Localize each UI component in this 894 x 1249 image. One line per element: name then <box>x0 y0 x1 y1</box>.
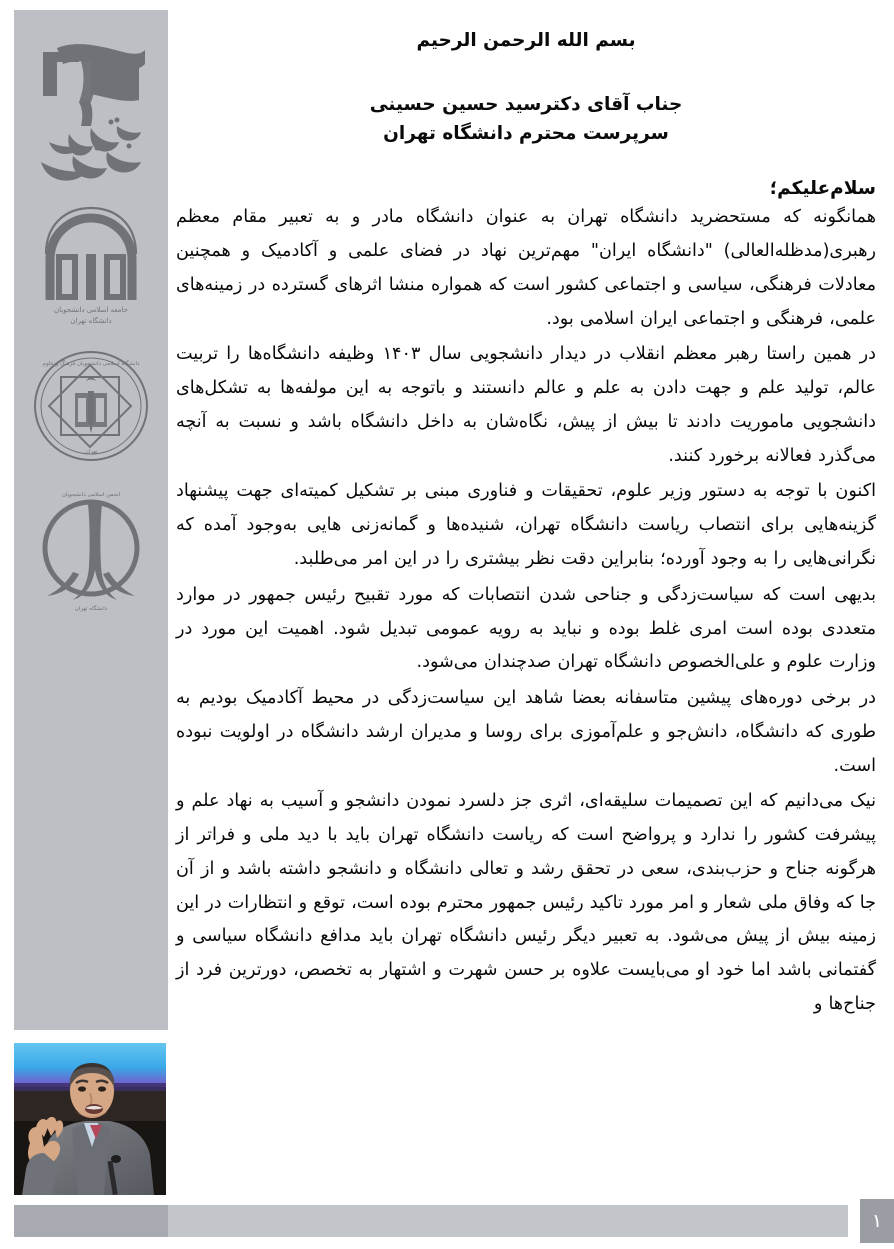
letter-paragraph: نیک می‌دانیم که این تصمیمات سلیقه‌ای، اثری جز دلسرد نمودن دانشجو و آسیب به نهاد علم و پیشرفت کشور را ندارد و پرواضح است که ریاست دانشگاه تهران باید با دید ملی و فراتر از هرگونه جناح و حزب‌بندی، سعی در تحقق رشد و تعالی دانشگاه و دانشجو داشته باشد و از آن جا که وفاق ملی شعار و امر مورد تاکید رئیس جمهور محترم بوده است، توقع و انتظارات در این زمینه بیش از پیش می‌شود. به تعبیر دیگر رئیس دانشگاه تهران باید مدافع دانشگاه سیاسی و گفتمانی باشد اما خود او می‌بایست علاوه بر حسن شهرت و اشتهار به تخصص، دورترین فرد از جناح‌ها و <box>176 791 876 1014</box>
svg-text:دانشگاه تهران: دانشگاه تهران <box>70 317 112 325</box>
page-footer <box>14 1205 883 1237</box>
jameh-eslami-daneshjooyan-logo <box>14 200 168 332</box>
basij-daneshjooyi-logo <box>14 24 168 192</box>
letter-paragraph: بدیهی است که سیاست‌زدگی و جناحی شدن انتصابات که مورد تقبیح رئیس جمهور در موارد متعددی بوده است امری غلط بوده و نباید به رویه عمومی تبدیل شود. اهمیت این مورد در وزارت علوم و علی‌الخصوص دانشگاه تهران صدچندان می‌شود. <box>176 584 876 673</box>
anjoman-eslami-logo <box>14 480 168 620</box>
footer-left-block <box>14 1205 168 1237</box>
salutation: سلام‌علیکم؛ <box>769 178 876 200</box>
portrait-photo <box>14 1043 166 1195</box>
letter-paragraph: در برخی دوره‌های پیشین متاسفانه بعضا شاهد این سیاست‌زدگی در محیط آکادمیک بودیم به طوری که دانشگاه، دانش‌جو و علم‌آموزی برای روسا و مدیران ارشد دانشگاه در اولویت نبوده است. <box>176 688 876 776</box>
logo-sidebar <box>14 10 168 1030</box>
svg-text:دانشگاه اسلامی دانشجویان فرهنگ: دانشگاه اسلامی دانشجویان فرهنگ و علوم <box>42 361 140 367</box>
svg-text:دانشگاه تهران: دانشگاه تهران <box>74 606 108 612</box>
letter-body <box>176 18 876 1022</box>
addressee-name: جناب آقای دکترسید حسین حسینی <box>369 94 683 115</box>
addressee-block <box>176 91 876 148</box>
letter-paragraph: اکنون با توجه به دستور وزیر علوم، تحقیقات و فناوری مبنی بر تشکیل کمیته‌ای جهت پیشنهاد گزینه‌هایی برای انتصاب ریاست دانشگاه تهران، شنیده‌ها و گمانه‌زنی هایی به‌وجود آمده که نگرانی‌هایی را به وجود آورده؛ بنابراین دقت نظر بیشتری را در این امر می‌طلبد. <box>176 481 876 569</box>
bismillah-heading: بسم الله الرحمن الرحیم <box>416 30 636 51</box>
svg-text:انجمن اسلامی دانشجویان: انجمن اسلامی دانشجویان <box>61 492 121 498</box>
letter-paragraph: همانگونه که مستحضرید دانشگاه تهران به عنوان دانشگاه مادر و به تعبیر مقام معظم رهبری(مدظله‌العالی) "دانشگاه ایران" مهم‌ترین نهاد در فضای علمی و آکادمیک و همچنین معادلات فرهنگی، سیاسی و اجتماعی کشور است که همواره منشا اثرهای گسترده در زمینه‌های علمی، فرهنگی و اجتماعی ایران اسلامی بود. <box>176 207 876 329</box>
svg-text:تهران: تهران <box>84 449 98 455</box>
addressee-title: سرپرست محترم دانشگاه تهران <box>383 122 669 144</box>
letter-paragraph: در همین راستا رهبر معظم انقلاب در دیدار دانشجویی سال ۱۴۰۳ وظیفه دانشگاه‌ها را تربیت عالم، تولید علم و جهت دادن به علم و عالم دانستند و باتوجه به این مولفه‌ها به تشکل‌های دانشجویی ماموریت دادند تا بیش از پیش، نگاه‌شان به داخل دانشگاه باشد و نسبت به آنچه می‌گذرد فعالانه برخورد کنند. <box>176 344 876 466</box>
svg-text:جامعه اسلامی دانشجویان: جامعه اسلامی دانشجویان <box>54 306 128 314</box>
footer-rule <box>168 1205 848 1237</box>
daneshjooyan-seal-logo <box>14 340 168 472</box>
page-number-badge: ۱ <box>860 1199 894 1243</box>
